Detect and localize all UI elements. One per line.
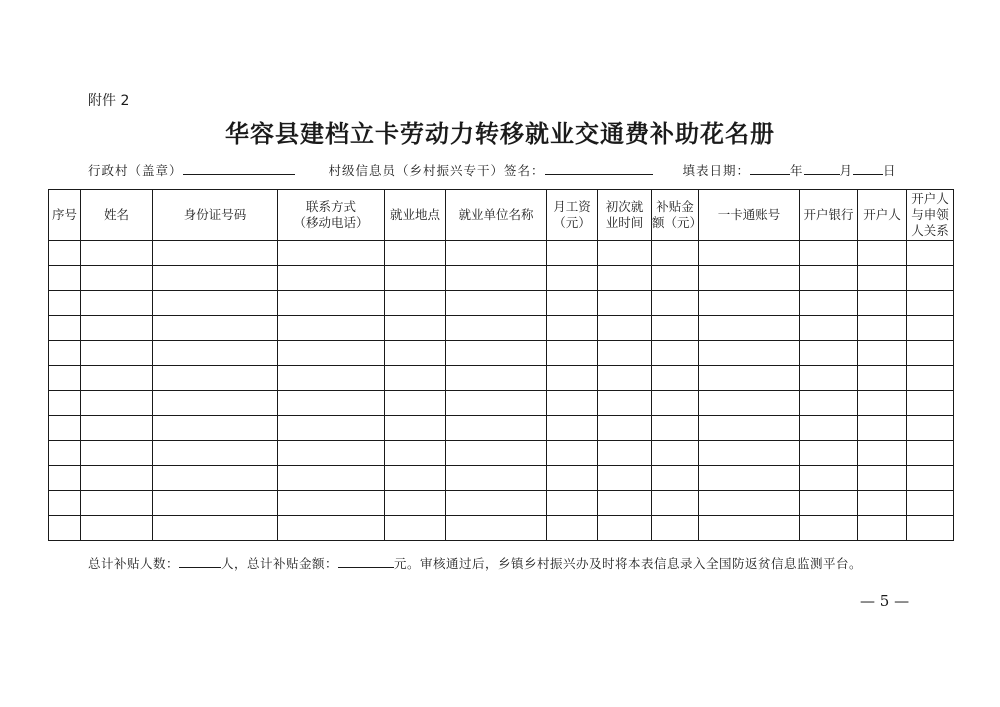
table-cell[interactable] (699, 466, 800, 491)
table-cell[interactable] (81, 516, 153, 541)
village-label: 行政村（盖章） (88, 163, 183, 178)
footer-amount-label: 人，总计补贴金额： (221, 556, 339, 571)
date-label: 填表日期： (682, 163, 750, 178)
table-row (49, 491, 954, 516)
table-row (49, 516, 954, 541)
table-cell[interactable] (652, 266, 699, 291)
table-cell[interactable] (652, 241, 699, 266)
table-cell[interactable] (385, 441, 446, 466)
table-cell[interactable] (652, 316, 699, 341)
table-cell[interactable] (652, 491, 699, 516)
table-cell[interactable] (153, 291, 278, 316)
table-cell[interactable] (598, 266, 652, 291)
table-cell[interactable] (907, 291, 954, 316)
table-cell[interactable] (446, 241, 547, 266)
table-header-row (49, 190, 954, 241)
table-cell[interactable] (49, 416, 81, 441)
table-cell[interactable] (153, 491, 278, 516)
table-cell[interactable] (699, 491, 800, 516)
table-body (49, 241, 954, 541)
table-cell[interactable] (446, 341, 547, 366)
table-cell[interactable] (699, 366, 800, 391)
table-cell[interactable] (49, 516, 81, 541)
table-row (49, 341, 954, 366)
column-header: 开户人 与申领 人关系 (907, 190, 954, 241)
column-header: 补贴金 额（元） (652, 190, 699, 241)
table-cell[interactable] (385, 466, 446, 491)
table-row (49, 241, 954, 266)
table-cell[interactable] (598, 316, 652, 341)
table-cell[interactable] (81, 316, 153, 341)
table-cell[interactable] (278, 516, 385, 541)
table-cell[interactable] (49, 466, 81, 491)
table-cell[interactable] (858, 441, 907, 466)
table-cell[interactable] (858, 491, 907, 516)
table-cell[interactable] (547, 366, 598, 391)
column-header: 序号 (49, 190, 81, 241)
table-cell[interactable] (81, 341, 153, 366)
table-cell[interactable] (153, 341, 278, 366)
column-header: 就业地点 (385, 190, 446, 241)
table-cell[interactable] (907, 441, 954, 466)
table-cell[interactable] (49, 441, 81, 466)
table-cell[interactable] (385, 291, 446, 316)
table-cell[interactable] (652, 366, 699, 391)
count-blank (179, 554, 221, 568)
table-row (49, 266, 954, 291)
table-cell[interactable] (699, 441, 800, 466)
table-cell[interactable] (278, 266, 385, 291)
year-blank (750, 161, 790, 175)
table-cell[interactable] (446, 416, 547, 441)
table-cell[interactable] (858, 416, 907, 441)
table-cell[interactable] (446, 266, 547, 291)
table-cell[interactable] (81, 491, 153, 516)
table-cell[interactable] (81, 391, 153, 416)
table-cell[interactable] (699, 416, 800, 441)
year-label: 年 (789, 163, 804, 178)
table-cell[interactable] (547, 491, 598, 516)
officer-signature-blank (545, 161, 653, 175)
table-cell[interactable] (153, 241, 278, 266)
table-cell[interactable] (598, 441, 652, 466)
table-cell[interactable] (278, 241, 385, 266)
footer-count-label: 总计补贴人数： (88, 556, 180, 571)
table-cell[interactable] (858, 391, 907, 416)
table-cell[interactable] (652, 441, 699, 466)
table-cell[interactable] (598, 416, 652, 441)
table-cell[interactable] (699, 266, 800, 291)
table-cell[interactable] (49, 391, 81, 416)
column-header: 开户人 (858, 190, 907, 241)
table-cell[interactable] (153, 391, 278, 416)
column-header: 身份证号码 (153, 190, 278, 241)
table-cell[interactable] (907, 391, 954, 416)
table-cell[interactable] (446, 366, 547, 391)
table-cell[interactable] (907, 366, 954, 391)
table-cell[interactable] (907, 491, 954, 516)
table-cell[interactable] (699, 341, 800, 366)
table-cell[interactable] (652, 291, 699, 316)
table-cell[interactable] (385, 366, 446, 391)
table-cell[interactable] (800, 316, 858, 341)
table-row (49, 416, 954, 441)
table-cell[interactable] (598, 291, 652, 316)
amount-blank (338, 554, 394, 568)
table-cell[interactable] (800, 241, 858, 266)
village-blank (183, 161, 295, 175)
table-cell[interactable] (446, 466, 547, 491)
table-cell[interactable] (49, 266, 81, 291)
column-header: 开户银行 (800, 190, 858, 241)
table-cell[interactable] (278, 316, 385, 341)
table-cell[interactable] (278, 491, 385, 516)
table-cell[interactable] (699, 516, 800, 541)
table-cell[interactable] (153, 516, 278, 541)
table-cell[interactable] (81, 241, 153, 266)
table-cell[interactable] (385, 491, 446, 516)
table-cell[interactable] (547, 391, 598, 416)
table-cell[interactable] (547, 441, 598, 466)
table-row (49, 366, 954, 391)
table-cell[interactable] (385, 316, 446, 341)
table-cell[interactable] (547, 316, 598, 341)
table-cell[interactable] (547, 516, 598, 541)
column-header: 联系方式 （移动电话） (278, 190, 385, 241)
table-cell[interactable] (699, 241, 800, 266)
table-row (49, 441, 954, 466)
table-cell[interactable] (907, 266, 954, 291)
table-cell[interactable] (547, 466, 598, 491)
table-cell[interactable] (81, 416, 153, 441)
table-cell[interactable] (446, 391, 547, 416)
table-cell[interactable] (385, 266, 446, 291)
table-cell[interactable] (598, 516, 652, 541)
table-cell[interactable] (153, 316, 278, 341)
table-cell[interactable] (385, 416, 446, 441)
table-cell[interactable] (652, 341, 699, 366)
table-cell[interactable] (153, 466, 278, 491)
table-cell[interactable] (49, 291, 81, 316)
day-label: 日 (883, 163, 897, 178)
table-cell[interactable] (652, 416, 699, 441)
table-cell[interactable] (49, 241, 81, 266)
table-cell[interactable] (858, 241, 907, 266)
table-cell[interactable] (49, 366, 81, 391)
column-header: 一卡通账号 (699, 190, 800, 241)
day-blank (853, 161, 883, 175)
table-cell[interactable] (81, 266, 153, 291)
table-cell[interactable] (652, 391, 699, 416)
month-label: 月 (839, 163, 854, 178)
table-cell[interactable] (278, 341, 385, 366)
table-cell[interactable] (81, 291, 153, 316)
table-cell[interactable] (800, 416, 858, 441)
table-cell[interactable] (800, 291, 858, 316)
table-cell[interactable] (547, 291, 598, 316)
table-cell[interactable] (699, 291, 800, 316)
table-cell[interactable] (278, 441, 385, 466)
table-cell[interactable] (547, 341, 598, 366)
table-cell[interactable] (598, 241, 652, 266)
table-cell[interactable] (81, 466, 153, 491)
table-cell[interactable] (547, 416, 598, 441)
officer-label: 村级信息员（乡村振兴专干）签名： (328, 163, 545, 178)
table-cell[interactable] (652, 466, 699, 491)
table-cell[interactable] (385, 341, 446, 366)
table-cell[interactable] (385, 391, 446, 416)
table-cell[interactable] (446, 316, 547, 341)
table-cell[interactable] (907, 316, 954, 341)
table-cell[interactable] (446, 291, 547, 316)
table-cell[interactable] (800, 341, 858, 366)
table-cell[interactable] (153, 366, 278, 391)
page-number: — 5 — (860, 592, 910, 610)
column-header: 就业单位名称 (446, 190, 547, 241)
table-row (49, 291, 954, 316)
column-header: 初次就 业时间 (598, 190, 652, 241)
table-cell[interactable] (598, 341, 652, 366)
column-header: 姓名 (81, 190, 153, 241)
table-cell[interactable] (49, 316, 81, 341)
table-cell[interactable] (800, 491, 858, 516)
table-cell[interactable] (598, 491, 652, 516)
form-meta-line (88, 161, 948, 179)
table-row (49, 316, 954, 341)
table-cell[interactable] (385, 241, 446, 266)
table-cell[interactable] (598, 366, 652, 391)
table-cell[interactable] (278, 391, 385, 416)
table-row (49, 466, 954, 491)
table-cell[interactable] (446, 516, 547, 541)
table-cell[interactable] (800, 366, 858, 391)
table-cell[interactable] (278, 466, 385, 491)
roster-table (48, 189, 954, 541)
table-cell[interactable] (907, 341, 954, 366)
table-cell[interactable] (858, 366, 907, 391)
footer-instruction: 元。审核通过后，乡镇乡村振兴办及时将本表信息录入全国防返贫信息监测平台。 (394, 556, 863, 571)
table-cell[interactable] (81, 441, 153, 466)
table-cell[interactable] (446, 491, 547, 516)
table-cell[interactable] (858, 291, 907, 316)
table-cell[interactable] (547, 241, 598, 266)
table-cell[interactable] (858, 466, 907, 491)
table-cell[interactable] (385, 516, 446, 541)
table-cell[interactable] (858, 516, 907, 541)
table-cell[interactable] (598, 466, 652, 491)
table-cell[interactable] (907, 416, 954, 441)
table-cell[interactable] (800, 516, 858, 541)
footer-note (88, 554, 948, 572)
table-cell[interactable] (153, 266, 278, 291)
table-cell[interactable] (49, 341, 81, 366)
table-cell[interactable] (800, 266, 858, 291)
table-cell[interactable] (907, 516, 954, 541)
table-cell[interactable] (652, 516, 699, 541)
table-cell[interactable] (278, 291, 385, 316)
table-cell[interactable] (907, 241, 954, 266)
table-cell[interactable] (598, 391, 652, 416)
table-cell[interactable] (800, 391, 858, 416)
table-cell[interactable] (153, 416, 278, 441)
table-cell[interactable] (153, 441, 278, 466)
table-cell[interactable] (800, 441, 858, 466)
column-header: 月工资 （元） (547, 190, 598, 241)
table-cell[interactable] (858, 266, 907, 291)
table-cell[interactable] (800, 466, 858, 491)
table-cell[interactable] (699, 391, 800, 416)
table-cell[interactable] (446, 441, 547, 466)
table-cell[interactable] (858, 316, 907, 341)
document-title: 华容县建档立卡劳动力转移就业交通费补助花名册 (225, 120, 775, 148)
table-cell[interactable] (278, 366, 385, 391)
table-row (49, 391, 954, 416)
table-cell[interactable] (278, 416, 385, 441)
table-cell[interactable] (907, 466, 954, 491)
table-cell[interactable] (547, 266, 598, 291)
month-blank (804, 161, 840, 175)
table-cell[interactable] (699, 316, 800, 341)
table-cell[interactable] (858, 341, 907, 366)
table-cell[interactable] (49, 491, 81, 516)
attachment-label: 附件 2 (88, 93, 130, 109)
table-cell[interactable] (81, 366, 153, 391)
